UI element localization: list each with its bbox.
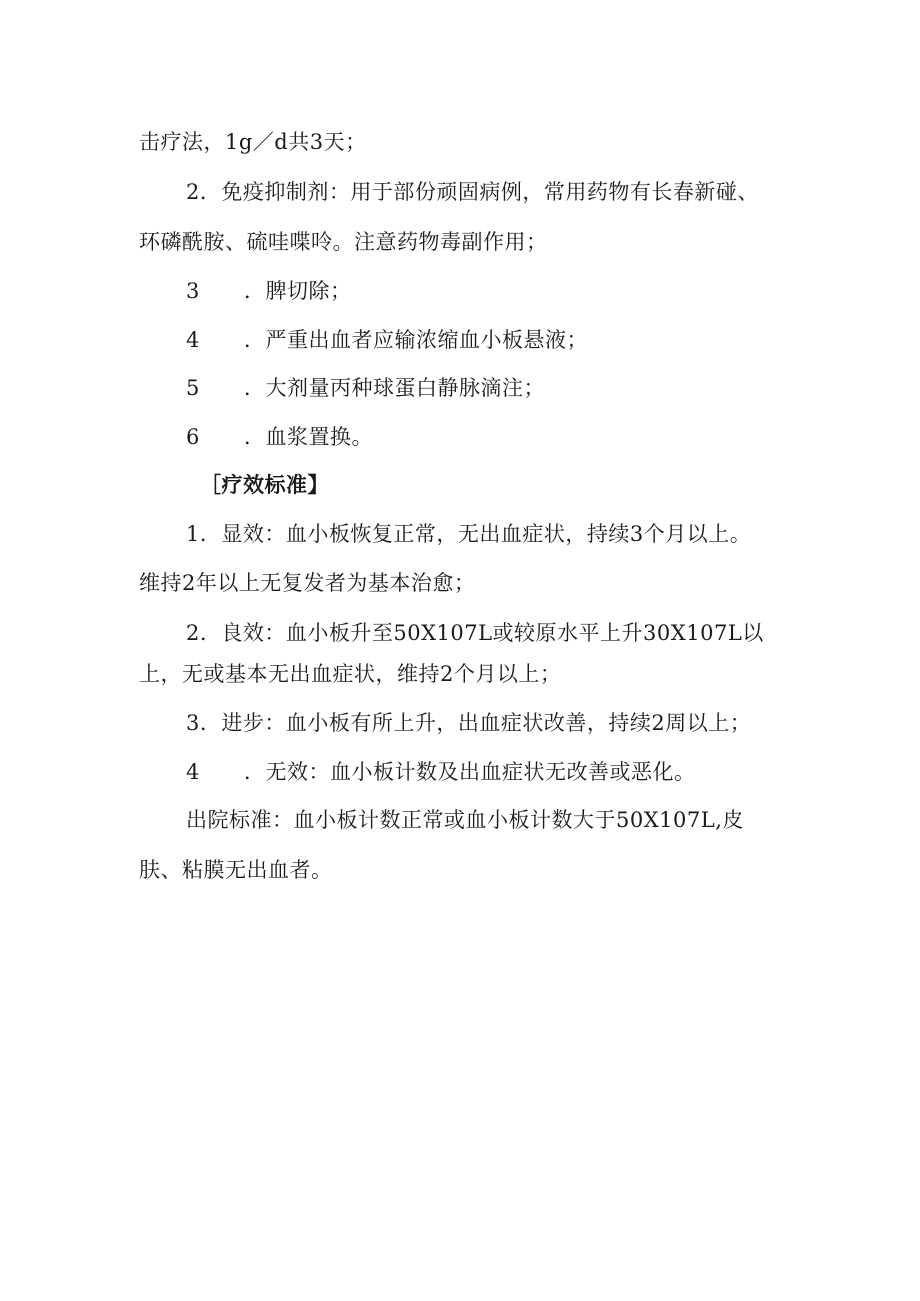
item-text: ．脾切除； [244,279,352,303]
text-line: 3．进步：血小板有所上升，出血症状改善，持续2周以上； [186,711,752,735]
text-line: 2．良效：血小板升至50X107L或较原水平上升30X107L以 [186,621,764,645]
numbered-item [186,758,696,786]
text-line: 出院标准：血小板计数正常或血小板计数大于50X107L,皮 [186,808,744,832]
item-number: 6 [186,425,200,449]
item-number: 3 [186,279,200,303]
numbered-item [186,326,588,354]
text-line: 2．免疫抑制剂：用于部份顽固病例，常用药物有长春新碰、 [186,180,759,204]
item-text: ．严重出血者应输浓缩血小板悬液； [244,328,588,352]
item-number: 4 [186,760,200,784]
item-number: 4 [186,328,200,352]
numbered-item [186,423,373,451]
text-line: 击疗法，1g／d共3天； [139,130,367,154]
text-line: 环磷酰胺、硫哇喋呤。注意药物毒副作用； [139,230,548,254]
text-line: 维持2年以上无复发者为基本治愈； [139,571,476,595]
numbered-item [186,277,352,305]
item-number: 5 [186,376,200,400]
text-line: 肤、粘膜无出血者。 [139,858,333,882]
section-heading: ［疗效标准】 [200,473,329,497]
item-text: ．大剂量丙种球蛋白静脉滴注； [244,376,545,400]
item-text: ．无效：血小板计数及出血症状无改善或恶化。 [244,760,696,784]
numbered-item [186,374,545,402]
text-line: 1．显效：血小板恢复正常，无出血症状，持续3个月以上。 [186,522,752,546]
item-text: ．血浆置换。 [244,425,373,449]
text-line: 上，无或基本无出血症状，维持2个月以上； [139,662,562,686]
